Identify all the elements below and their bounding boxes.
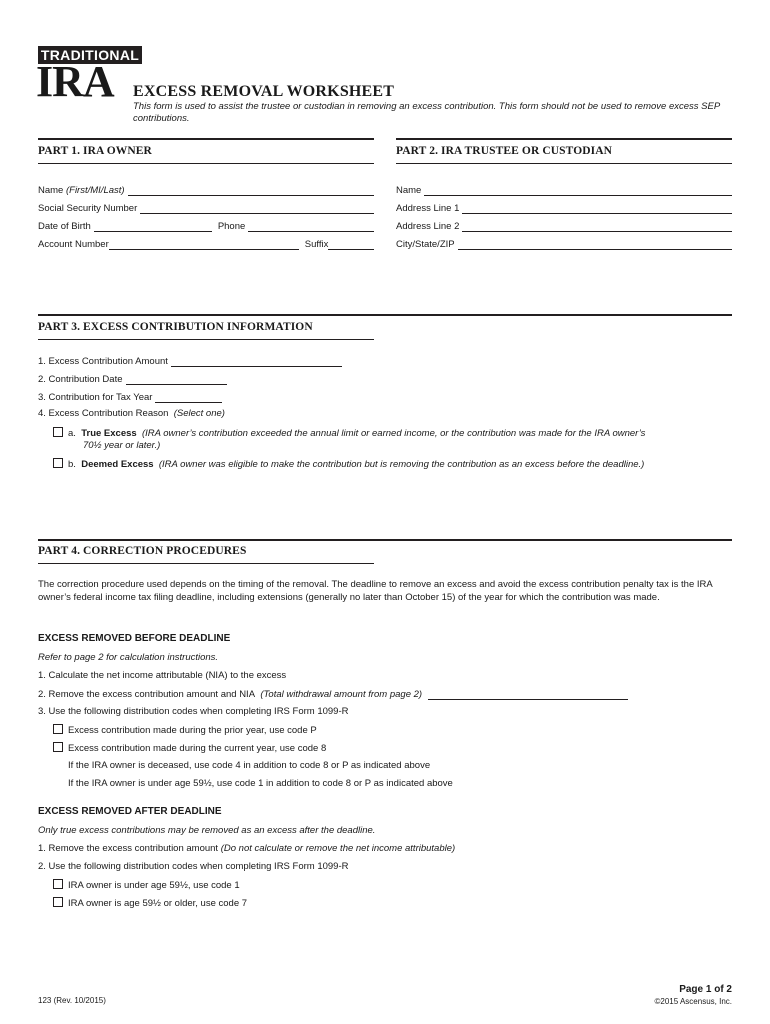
checkbox-icon[interactable] (53, 742, 63, 752)
part4-title: PART 4. CORRECTION PROCEDURES (38, 545, 247, 557)
address1-field (396, 201, 732, 214)
owner-name-hint: (First/MI/Last) (65, 185, 125, 196)
correction-intro: The correction procedure used depends on the timing of the removal. The deadline to remove an excess and avoid the excess contribution penalty tax is the IRA owner’s federal income tax filing deadline, including extensions (generally no later than October 15) of the year for which the contribution was made. (38, 579, 713, 603)
custodian-name-label: Name (396, 185, 422, 196)
code-7-label: IRA owner is age 59½ or older, use code 7 (68, 898, 248, 909)
city-state-zip-label: City/State/ZIP (396, 239, 455, 250)
excess-amount-input[interactable] (171, 357, 342, 367)
before-step3: 3. Use the following distribution codes when completing IRS Form 1099-R (38, 706, 349, 717)
part3-title: PART 3. EXCESS CONTRIBUTION INFORMATION (38, 321, 313, 333)
code-1-option[interactable] (53, 879, 240, 891)
account-suffix-field (38, 237, 374, 250)
checkbox-icon[interactable] (53, 427, 63, 437)
part3-rule (38, 314, 732, 316)
true-excess-label: True Excess (81, 428, 137, 439)
deemed-excess-label: Deemed Excess (81, 459, 154, 470)
after-step2: 2. Use the following distribution codes when completing IRS Form 1099-R (38, 861, 349, 872)
custodian-name-field (396, 183, 732, 196)
before-deadline-note: Refer to page 2 for calculation instructions. (38, 652, 219, 663)
part1-rule (38, 138, 374, 140)
after-step1: 1. Remove the excess contribution amount (38, 843, 219, 854)
part2-title: PART 2. IRA TRUSTEE OR CUSTODIAN (396, 145, 613, 157)
checkbox-icon[interactable] (53, 879, 63, 889)
under-59-note: If the IRA owner is under age 59½, use code 1 in addition to code 8 or P as indicated above (68, 778, 453, 789)
code-8-label: Excess contribution made during the current year, use code 8 (68, 743, 327, 754)
total-withdrawal-field (38, 687, 628, 700)
true-excess-option[interactable] (53, 427, 645, 439)
contribution-date-field (38, 372, 227, 385)
code-1-label: IRA owner is under age 59½, use code 1 (68, 880, 240, 891)
before-deadline-heading: EXCESS REMOVED BEFORE DEADLINE (38, 633, 231, 644)
tax-year-field (38, 390, 222, 403)
checkbox-icon[interactable] (53, 897, 63, 907)
before-step2-hint: (Total withdrawal amount from page 2) (260, 689, 423, 700)
tax-year-input[interactable] (155, 393, 222, 403)
account-label: Account Number (38, 239, 109, 250)
account-input[interactable] (109, 240, 299, 250)
true-excess-desc-cont: 70½ year or later.) (83, 440, 161, 451)
total-withdrawal-input[interactable] (428, 690, 628, 700)
part1-title: PART 1. IRA OWNER (38, 145, 152, 157)
page-title: EXCESS REMOVAL WORKSHEET (133, 83, 395, 100)
excess-amount-label: 1. Excess Contribution Amount (38, 356, 168, 367)
part2-rule (396, 138, 732, 140)
part2-underline (396, 163, 732, 164)
deceased-note: If the IRA owner is deceased, use code 4 in addition to code 8 or P as indicated above (68, 760, 431, 771)
code-8-option[interactable] (53, 742, 326, 754)
excess-reason-row (38, 408, 225, 419)
form-revision: 123 (Rev. 10/2015) (38, 996, 106, 1005)
form-type-badge: TRADITIONAL (38, 46, 142, 64)
suffix-input[interactable] (328, 240, 374, 250)
ssn-input[interactable] (140, 204, 374, 214)
tax-year-label: 3. Contribution for Tax Year (38, 392, 153, 403)
owner-name-input[interactable] (128, 186, 374, 196)
checkbox-icon[interactable] (53, 724, 63, 734)
after-step1-row (38, 843, 455, 854)
city-state-zip-input[interactable] (458, 240, 732, 250)
copyright: ©2015 Ascensus, Inc. (654, 997, 732, 1006)
dob-phone-field (38, 219, 374, 232)
address2-field (396, 219, 732, 232)
address2-label: Address Line 2 (396, 221, 460, 232)
part4-underline (38, 563, 374, 564)
ssn-field (38, 201, 374, 214)
part1-underline (38, 163, 374, 164)
excess-reason-label: 4. Excess Contribution Reason (38, 408, 169, 419)
checkbox-icon[interactable] (53, 458, 63, 468)
ssn-label: Social Security Number (38, 203, 138, 214)
deemed-excess-desc: (IRA owner was eligible to make the contribution but is removing the contribution as an excess before the deadline.) (158, 459, 645, 470)
owner-name-field (38, 183, 374, 196)
form-intro: This form is used to assist the trustee or custodian in removing an excess contribution. This form should not be used to remove excess SEP contributions. (133, 101, 720, 124)
address1-input[interactable] (462, 204, 732, 214)
part4-rule (38, 539, 732, 541)
after-deadline-heading: EXCESS REMOVED AFTER DEADLINE (38, 806, 222, 817)
true-excess-desc: (IRA owner’s contribution exceeded the annual limit or earned income, or the contribution was made for the IRA owner’s (141, 428, 646, 439)
city-state-zip-field (396, 237, 732, 250)
suffix-label: Suffix (304, 239, 329, 250)
owner-name-label: Name (38, 185, 64, 196)
before-step1: 1. Calculate the net income attributable (NIA) to the excess (38, 670, 287, 681)
deemed-excess-option[interactable] (53, 458, 644, 470)
excess-reason-hint: (Select one) (173, 408, 225, 419)
contribution-date-label: 2. Contribution Date (38, 374, 123, 385)
code-p-label: Excess contribution made during the prior year, use code P (68, 725, 317, 736)
option-a-prefix: a. (68, 428, 76, 439)
address1-label: Address Line 1 (396, 203, 460, 214)
dob-input[interactable] (94, 222, 212, 232)
before-step2: 2. Remove the excess contribution amount and NIA (38, 689, 256, 700)
after-step1-hint: (Do not calculate or remove the net income attributable) (220, 843, 456, 854)
phone-input[interactable] (248, 222, 374, 232)
dob-label: Date of Birth (38, 221, 91, 232)
option-b-prefix: b. (68, 459, 76, 470)
part3-underline (38, 339, 374, 340)
code-7-option[interactable] (53, 897, 247, 909)
code-p-option[interactable] (53, 724, 317, 736)
after-deadline-note: Only true excess contributions may be removed as an excess after the deadline. (38, 825, 376, 836)
page-number: Page 1 of 2 (679, 984, 732, 995)
phone-label: Phone (217, 221, 246, 232)
excess-amount-field (38, 354, 342, 367)
contribution-date-input[interactable] (126, 375, 228, 385)
address2-input[interactable] (462, 222, 732, 232)
ira-logo-text: IRA (36, 57, 114, 106)
custodian-name-input[interactable] (424, 186, 732, 196)
